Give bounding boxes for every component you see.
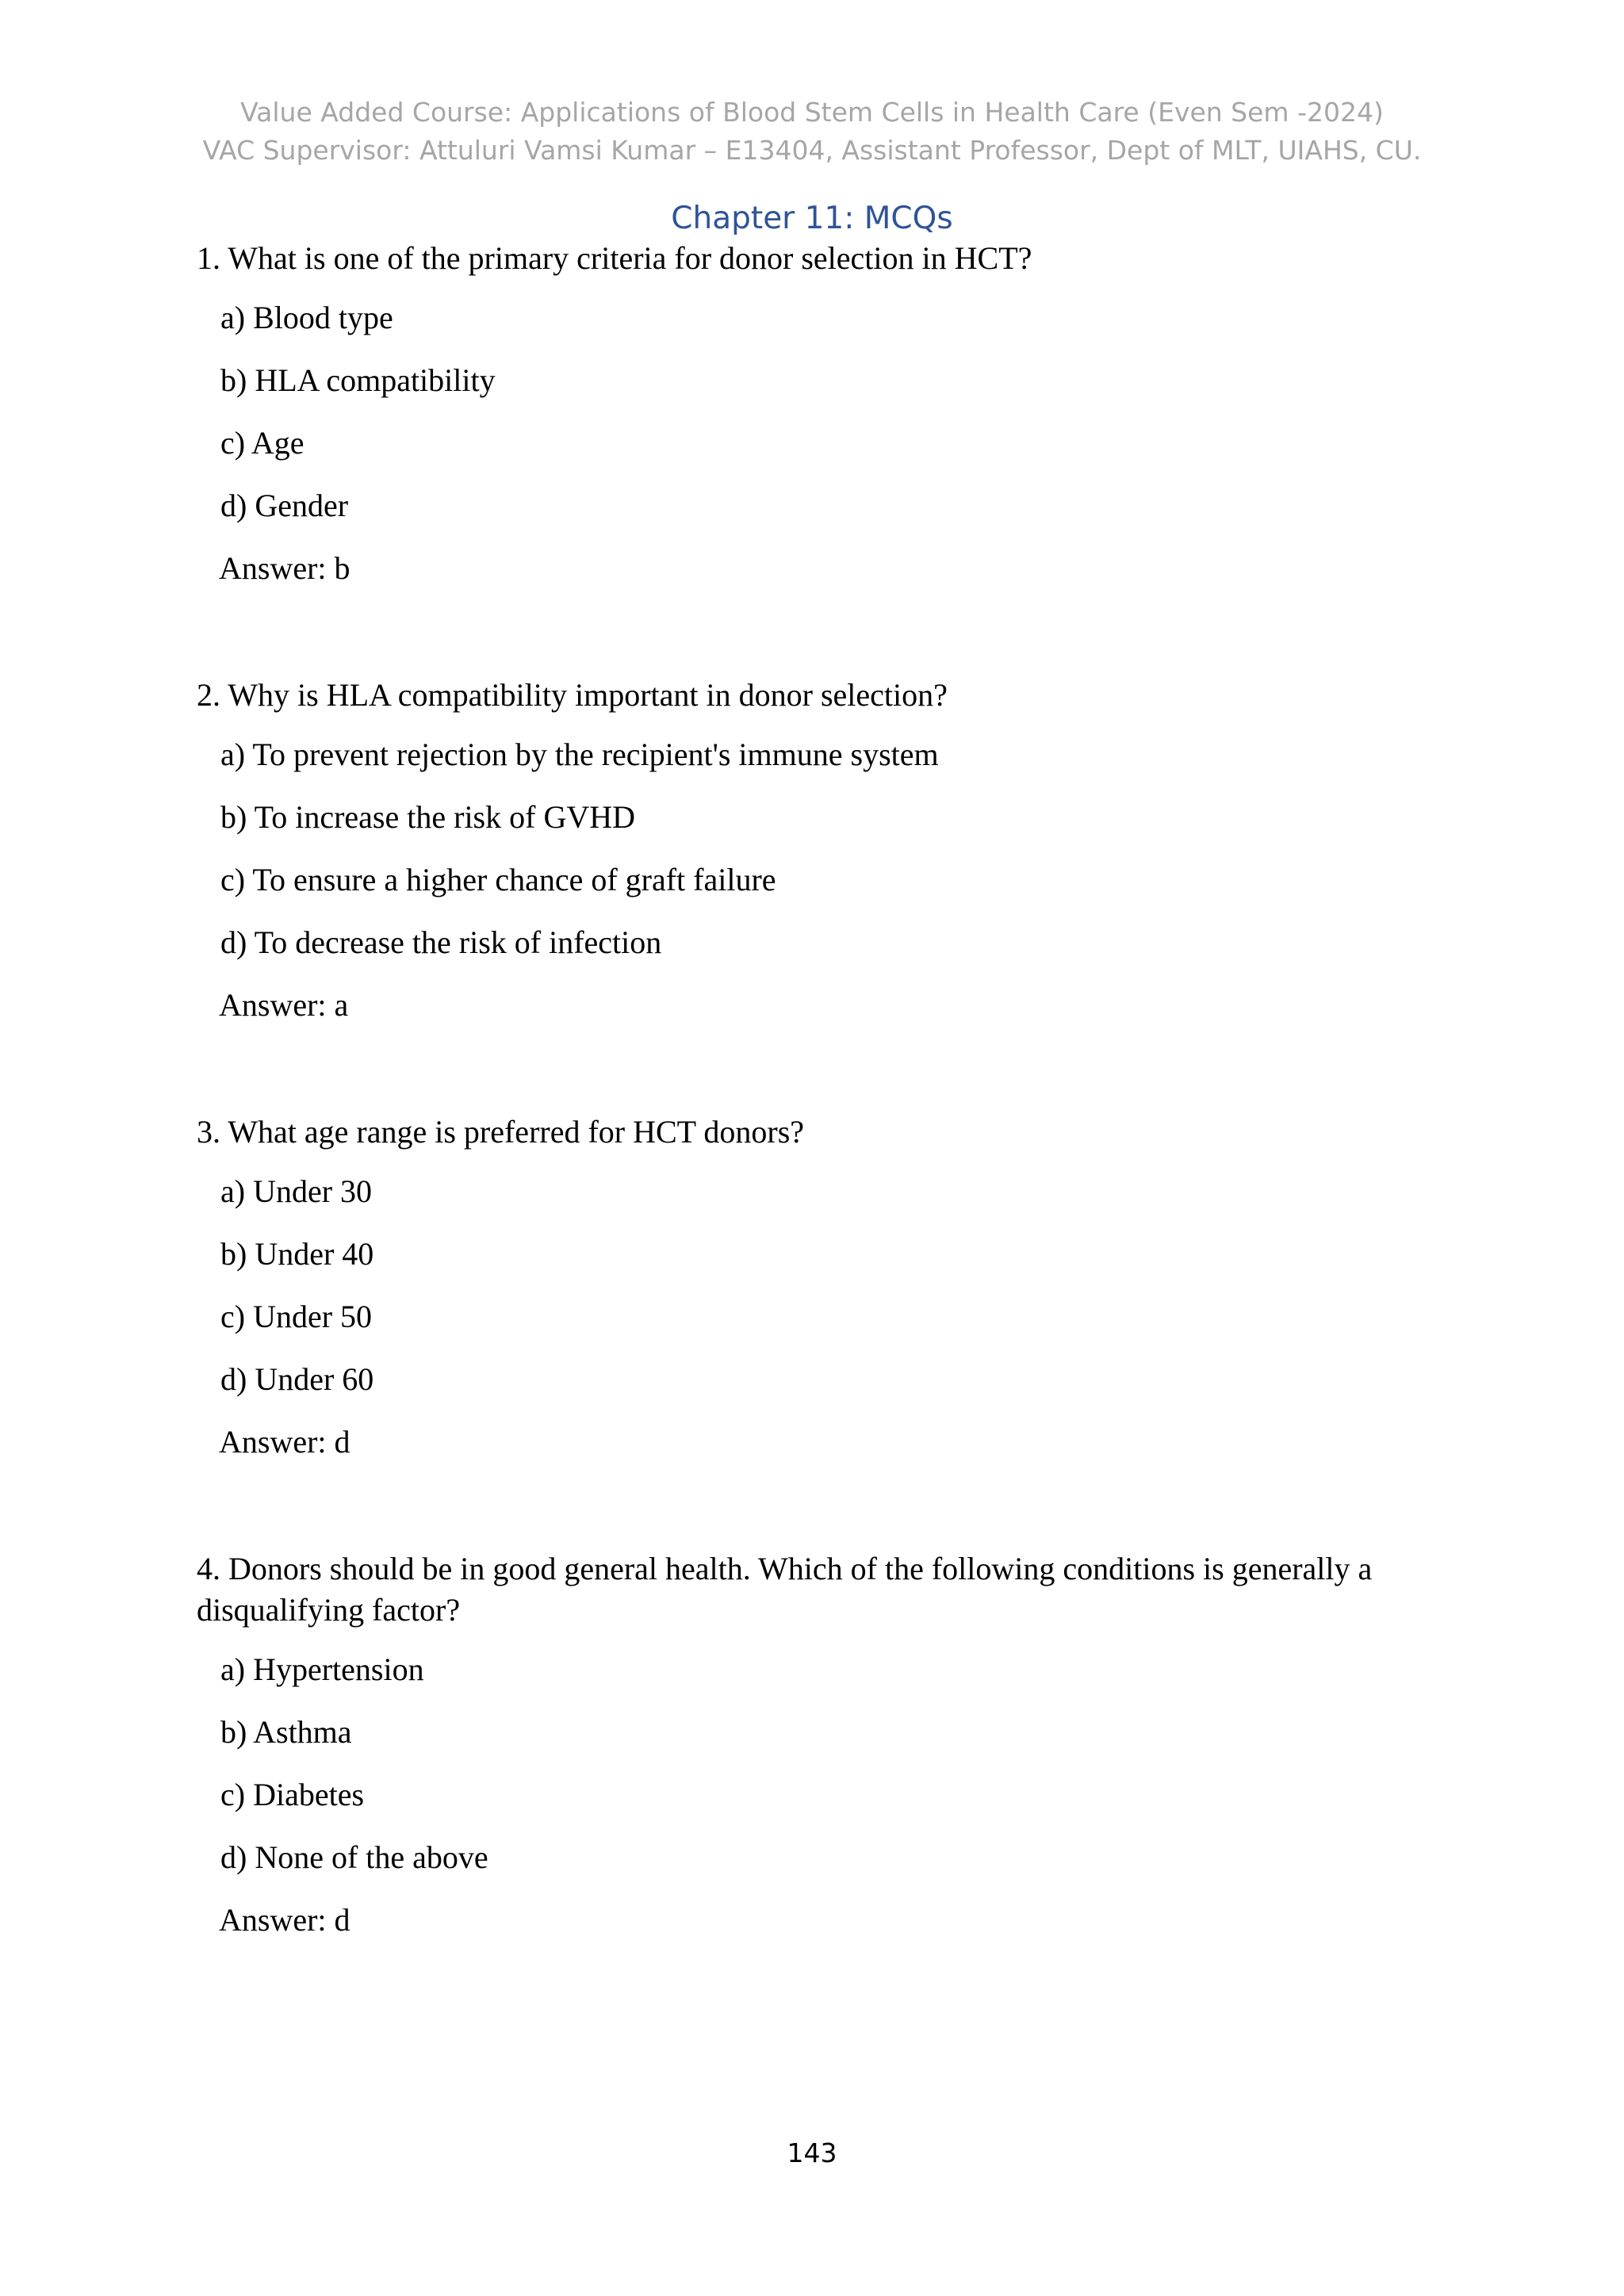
option-a: a) Blood type (220, 300, 393, 335)
option-c: c) Age (220, 425, 304, 461)
question-spacer (197, 589, 1434, 675)
option-c: c) Diabetes (220, 1777, 365, 1812)
option-b: b) To increase the risk of GVHD (220, 799, 635, 835)
option-a: a) Under 30 (220, 1173, 373, 1209)
question-spacer (197, 1463, 1434, 1548)
header-supervisor-line: VAC Supervisor: Attuluri Vamsi Kumar – E13404, Assistant Professor, Dept of MLT, UIAHS, CU. (202, 135, 1422, 166)
option-b: b) Under 40 (220, 1236, 374, 1272)
answer-line: Answer: d (219, 1424, 350, 1460)
running-header (0, 94, 1624, 170)
answer-line: Answer: b (219, 550, 350, 586)
option-d: d) To decrease the risk of infection (220, 924, 662, 960)
question-spacer (197, 1026, 1434, 1112)
question-3 (197, 1112, 1434, 1463)
option-a: a) To prevent rejection by the recipient's immune system (220, 737, 939, 772)
answer-line: Answer: d (219, 1902, 350, 1938)
question-text: 1. What is one of the primary criteria for donor selection in HCT? (197, 240, 1032, 276)
question-text: 2. Why is HLA compatibility important in donor selection? (197, 677, 948, 713)
question-text: 4. Donors should be in good general health. Which of the following conditions is generally a disqualifying factor? (197, 1551, 1373, 1628)
option-d: d) None of the above (220, 1839, 488, 1875)
chapter-title: Chapter 11: MCQs (671, 201, 953, 236)
question-text: 3. What age range is preferred for HCT donors? (197, 1114, 805, 1150)
question-2 (197, 675, 1434, 1026)
mcq-list (197, 238, 1434, 1941)
question-1 (197, 238, 1434, 589)
option-d: d) Under 60 (220, 1361, 374, 1397)
option-c: c) Under 50 (220, 1299, 373, 1334)
option-b: b) HLA compatibility (220, 362, 496, 398)
answer-line: Answer: a (219, 987, 349, 1023)
option-c: c) To ensure a higher chance of graft failure (220, 862, 776, 897)
header-course-line: Value Added Course: Applications of Blood Stem Cells in Health Care (Even Sem -2024) (240, 97, 1384, 128)
option-a: a) Hypertension (220, 1651, 424, 1687)
option-d: d) Gender (220, 488, 349, 523)
question-4 (197, 1548, 1434, 1941)
option-b: b) Asthma (220, 1714, 352, 1750)
page-number: 143 (787, 2137, 837, 2168)
